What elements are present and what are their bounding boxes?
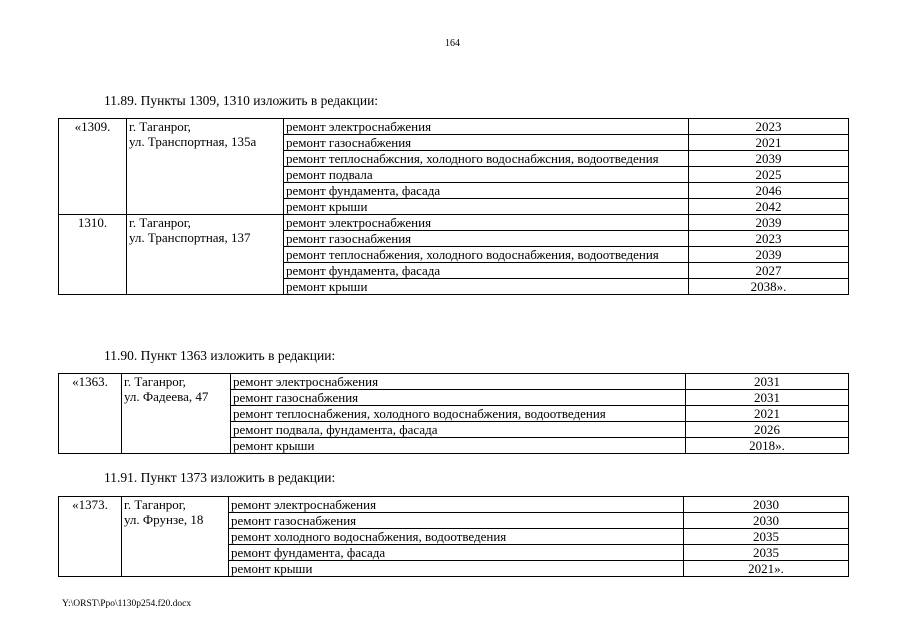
year-cell: 2023 bbox=[689, 231, 849, 247]
table-row bbox=[59, 497, 849, 513]
item-number: «1309. bbox=[59, 119, 127, 215]
work-cell: ремонт теплоснабжения, холодного водоснабжения, водоотведения bbox=[231, 406, 686, 422]
item-number: «1373. bbox=[59, 497, 122, 577]
item-number: «1363. bbox=[59, 374, 122, 454]
table-row bbox=[59, 215, 849, 231]
year-cell: 2021». bbox=[684, 561, 849, 577]
year-cell: 2030 bbox=[684, 497, 849, 513]
year-cell: 2031 bbox=[686, 374, 849, 390]
work-cell: ремонт теплоснабжсния, холодного водоснабжсния, водоотведения bbox=[284, 151, 689, 167]
work-cell: ремонт крыши bbox=[284, 199, 689, 215]
work-cell: ремонт фундамента, фасада bbox=[284, 263, 689, 279]
work-cell: ремонт подвала bbox=[284, 167, 689, 183]
work-cell: ремонт газоснабжения bbox=[231, 390, 686, 406]
work-cell: ремонт газоснабжения bbox=[229, 513, 684, 529]
work-cell: ремонт фундамента, фасада bbox=[229, 545, 684, 561]
repair-table bbox=[58, 373, 849, 454]
section-heading: 11.89. Пункты 1309, 1310 изложить в редакции: bbox=[104, 93, 379, 108]
year-cell: 2035 bbox=[684, 545, 849, 561]
repair-table bbox=[58, 118, 849, 295]
year-cell: 2021 bbox=[686, 406, 849, 422]
work-cell: ремонт электроснабжения bbox=[284, 119, 689, 135]
table-row bbox=[59, 374, 849, 390]
year-cell: 2031 bbox=[686, 390, 849, 406]
year-cell: 2027 bbox=[689, 263, 849, 279]
address-cell: г. Таганрог, ул. Транспортная, 137 bbox=[127, 215, 284, 295]
work-cell: ремонт газоснабжения bbox=[284, 135, 689, 151]
year-cell: 2039 bbox=[689, 215, 849, 231]
year-cell: 2021 bbox=[689, 135, 849, 151]
work-cell: ремонт теплоснабжения, холодного водоснабжения, водоотведения bbox=[284, 247, 689, 263]
year-cell: 2035 bbox=[684, 529, 849, 545]
work-cell: ремонт электроснабжения bbox=[231, 374, 686, 390]
year-cell: 2026 bbox=[686, 422, 849, 438]
work-cell: ремонт крыши bbox=[229, 561, 684, 577]
section-heading: 11.90. Пункт 1363 изложить в редакции: bbox=[104, 348, 336, 363]
year-cell: 2038». bbox=[689, 279, 849, 295]
year-cell: 2039 bbox=[689, 247, 849, 263]
work-cell: ремонт фундамента, фасада bbox=[284, 183, 689, 199]
year-cell: 2039 bbox=[689, 151, 849, 167]
year-cell: 2023 bbox=[689, 119, 849, 135]
file-path-footer: Y:\ORST\Ppo\1130p254.f20.docx bbox=[62, 599, 192, 609]
work-cell: ремонт электроснабжения bbox=[229, 497, 684, 513]
address-cell: г. Таганрог, ул. Транспортная, 135а bbox=[127, 119, 284, 215]
year-cell: 2025 bbox=[689, 167, 849, 183]
work-cell: ремонт холодного водоснабжения, водоотведения bbox=[229, 529, 684, 545]
item-number: 1310. bbox=[59, 215, 127, 295]
year-cell: 2042 bbox=[689, 199, 849, 215]
work-cell: ремонт электроснабжения bbox=[284, 215, 689, 231]
repair-table bbox=[58, 496, 849, 577]
table-row bbox=[59, 119, 849, 135]
work-cell: ремонт подвала, фундамента, фасада bbox=[231, 422, 686, 438]
page-number: 164 bbox=[445, 38, 460, 49]
year-cell: 2018». bbox=[686, 438, 849, 454]
year-cell: 2046 bbox=[689, 183, 849, 199]
work-cell: ремонт газоснабжения bbox=[284, 231, 689, 247]
address-cell: г. Таганрог, ул. Фадеева, 47 bbox=[122, 374, 231, 454]
section-heading: 11.91. Пункт 1373 изложить в редакции: bbox=[104, 470, 336, 485]
year-cell: 2030 bbox=[684, 513, 849, 529]
work-cell: ремонт крыши bbox=[284, 279, 689, 295]
address-cell: г. Таганрог, ул. Фрунзе, 18 bbox=[122, 497, 229, 577]
work-cell: ремонт крыши bbox=[231, 438, 686, 454]
